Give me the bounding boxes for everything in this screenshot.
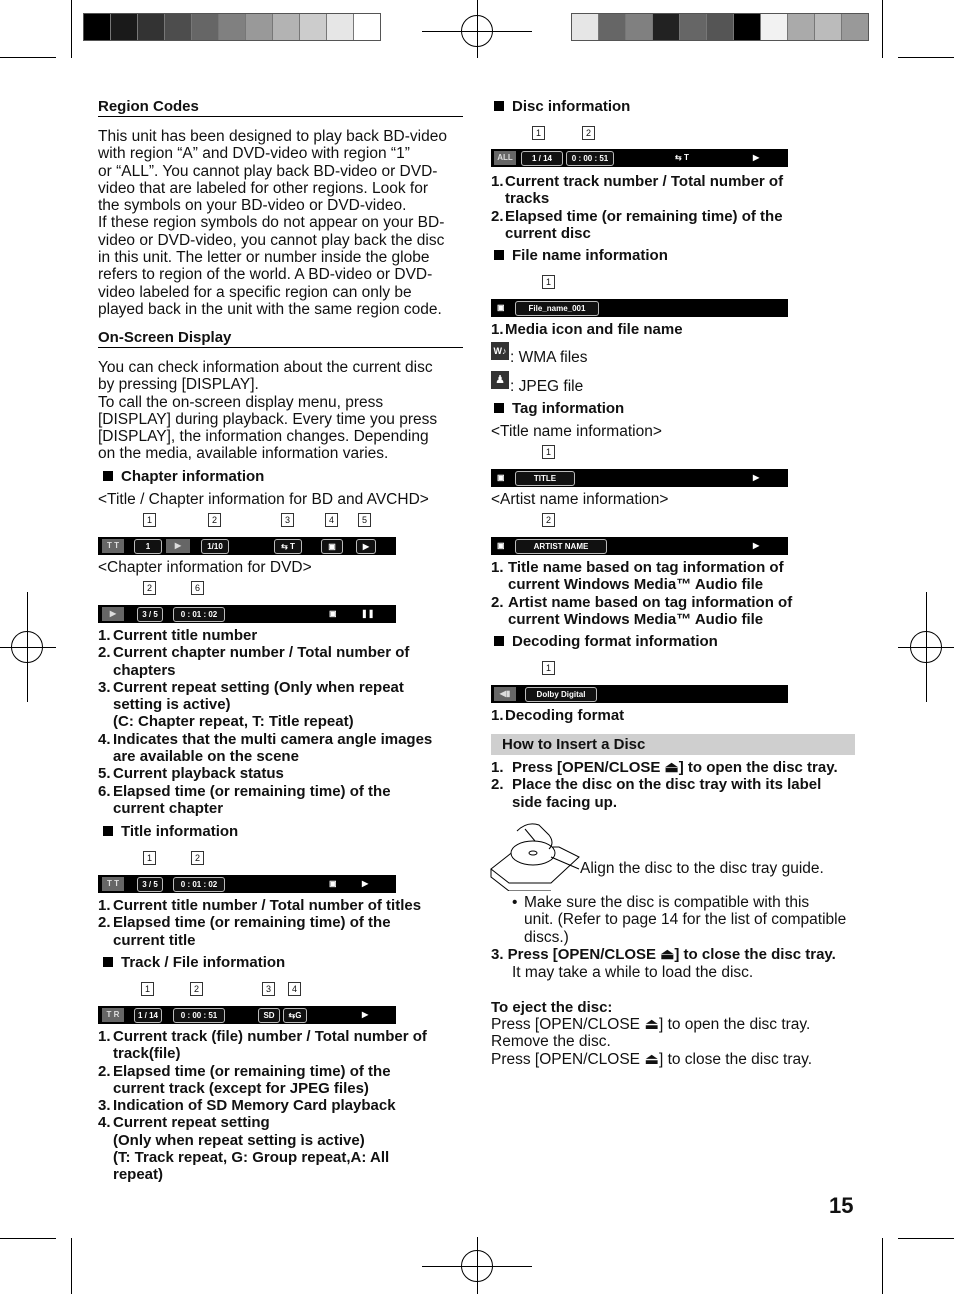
chapter-number: 3 / 5 xyxy=(137,607,163,622)
elapsed-time: 0 : 00 : 51 xyxy=(173,1008,225,1023)
chapter-bd-subheading: <Title / Chapter information for BD and AVCHD> xyxy=(98,491,429,508)
elapsed-time: 0 : 00 : 51 xyxy=(566,151,614,166)
file-name: File_name_001 xyxy=(515,301,599,316)
file-name-list: 1. Media icon and file name xyxy=(491,321,683,338)
crop-mark xyxy=(71,1238,72,1294)
track-info-list: 1. Current track (file) number / Total number of track(file) 2. Elapsed time (or remaining time) of the current track (except for JPEG files) 3. Indication of SD Memory Card playback 4. Current repeat setting (Only when repeat setting is active) (T: Track repeat, G: Group repeat,A: All repeat) xyxy=(98,1028,427,1184)
repeat-icon: ⇆G xyxy=(283,1008,307,1023)
file-name-heading: File name information xyxy=(494,247,668,264)
disc-tray-illustration xyxy=(489,817,581,891)
media-icon: ▣ xyxy=(497,303,505,312)
repeat-icon: ⇆ T xyxy=(675,153,689,162)
callout-1: 1 xyxy=(542,661,555,675)
decoding-list: 1. Decoding format xyxy=(491,707,625,724)
disc-info-heading: Disc information xyxy=(494,98,630,115)
crop-mark xyxy=(898,1238,954,1239)
callout-1: 1 xyxy=(143,513,156,527)
callout-2: 2 xyxy=(190,982,203,996)
title-info-heading: Title information xyxy=(103,823,238,840)
jpeg-icon: ♟ xyxy=(491,371,509,389)
chapter-bd-osd-bar xyxy=(98,537,396,555)
on-screen-display-text: You can check information about the current disc by pressing [DISPLAY]. To call the on-screen display menu, press [DISPLAY] during playback. Every time you press [DISPLAY], the information changes. Depending on the media, available information varies. xyxy=(98,359,438,463)
eject-instructions: Press [OPEN/CLOSE ⏏] to open the disc tray. Remove the disc. Press [OPEN/CLOSE ⏏] to close the disc tray. xyxy=(491,1016,813,1068)
crop-mark xyxy=(71,0,72,58)
chapter-dvd-subheading: <Chapter information for DVD> xyxy=(98,559,312,576)
tag-artist-subheading: <Artist name information> xyxy=(491,491,669,508)
callout-2: 2 xyxy=(542,513,555,527)
insert-steps: 1. Press [OPEN/CLOSE ⏏] to open the disc tray. 2. Place the disc on the disc tray with its label side facing up. xyxy=(491,759,838,811)
decoding-format: Dolby Digital xyxy=(525,687,597,702)
audio-icon: ◀▮ xyxy=(494,687,516,701)
repeat-icon: ⇆ T xyxy=(274,539,302,554)
region-codes-heading: Region Codes xyxy=(98,98,463,117)
on-screen-display-heading: On-Screen Display xyxy=(98,329,463,348)
elapsed-time: 0 : 01 : 02 xyxy=(173,877,225,892)
callout-2: 2 xyxy=(143,581,156,595)
pause-icon: ❚❚ xyxy=(361,609,375,618)
artist-icon: ▣ xyxy=(497,541,505,550)
registration-mark xyxy=(926,592,927,702)
chapter-info-heading: Chapter information xyxy=(103,468,264,485)
title-number: 3 / 5 xyxy=(137,877,163,892)
eject-heading: To eject the disc: xyxy=(491,999,613,1016)
disc-osd-bar xyxy=(491,149,788,167)
play-icon: ▶ xyxy=(753,153,760,162)
play-icon: ▶ xyxy=(362,879,369,888)
callout-1: 1 xyxy=(542,445,555,459)
crop-mark xyxy=(882,0,883,58)
play-icon: ▶ xyxy=(362,1010,369,1019)
callout-3: 3 xyxy=(281,513,294,527)
insert-step-3: 3. Press [OPEN/CLOSE ⏏] to close the disc tray. xyxy=(491,946,836,963)
play-icon: ▶ xyxy=(753,473,760,482)
title-indicator: T T xyxy=(102,877,124,891)
callout-1: 1 xyxy=(143,851,156,865)
crop-mark xyxy=(882,1238,883,1294)
color-bar-left xyxy=(83,13,381,41)
callout-5: 5 xyxy=(358,513,371,527)
callout-4: 4 xyxy=(325,513,338,527)
play-icon: ▶ xyxy=(753,541,760,550)
angle-icon: ▣ xyxy=(321,539,343,554)
wma-icon: W♪ xyxy=(491,342,509,360)
track-osd-bar xyxy=(98,1006,396,1024)
color-bar-right xyxy=(571,13,869,41)
page-number: 15 xyxy=(829,1193,854,1218)
callout-1: 1 xyxy=(532,126,545,140)
decoding-format-heading: Decoding format information xyxy=(494,633,718,650)
track-indicator: T R xyxy=(102,1008,124,1022)
tag-artist-osd-bar xyxy=(491,537,788,555)
chapter-icon: ▶ xyxy=(166,539,190,553)
callout-2: 2 xyxy=(582,126,595,140)
chapter-info-list: 1. Current title number 2. Current chapter number / Total number of chapters 3. Current repeat setting (Only when repeat setting is active) (C: Chapter repeat, T: Title repeat) 4. Indicates that the multi camera angle images are available on the scene 5. Current playback status 6. Elapsed time (or remaining time) of the current chapter xyxy=(98,627,433,817)
title-osd-bar xyxy=(98,875,396,893)
title-number: 1 xyxy=(134,539,162,554)
registration-mark xyxy=(477,1237,478,1294)
file-name-osd-bar xyxy=(491,299,788,317)
disc-info-list: 1. Current track number / Total number of tracks 2. Elapsed time (or remaining time) of the current disc xyxy=(491,173,784,242)
wma-label: : WMA files xyxy=(510,349,588,366)
compatibility-note: • Make sure the disc is compatible with this unit. (Refer to page 14 for the list of compatible discs.) xyxy=(512,894,847,946)
callout-1: 1 xyxy=(542,275,555,289)
tag-title-osd-bar xyxy=(491,469,788,487)
callout-1: 1 xyxy=(141,982,154,996)
sd-indicator: SD xyxy=(258,1008,280,1023)
jpeg-label: : JPEG file xyxy=(510,378,584,395)
title-icon: ▣ xyxy=(497,473,505,482)
title-info-list: 1. Current title number / Total number of titles 2. Elapsed time (or remaining time) of the current title xyxy=(98,897,422,949)
crop-mark xyxy=(0,1238,56,1239)
decoding-osd-bar xyxy=(491,685,788,703)
artist-name: ARTIST NAME xyxy=(515,539,607,554)
angle-icon: ▣ xyxy=(329,879,337,888)
track-number: 1 / 14 xyxy=(134,1008,162,1023)
elapsed-time: 0 : 01 : 02 xyxy=(173,607,225,622)
callout-2: 2 xyxy=(191,851,204,865)
registration-mark xyxy=(477,0,478,58)
insert-step-3-note: It may take a while to load the disc. xyxy=(512,964,754,981)
play-icon: ▶ xyxy=(356,539,376,554)
registration-mark xyxy=(27,592,28,702)
title-indicator: T T xyxy=(102,539,124,553)
region-codes-text: This unit has been designed to play back BD-video with region “A” and DVD-video with region “1” or “ALL”. You cannot play back BD-video or DVD- video that are labeled for other regions. Look for the symbols on your BD-video or DVD-video. If these region symbols do not appear on your BD- video or DVD-video, you cannot play back the disc in this unit. The letter or number inside the globe refers to region of the world. A BD-video or DVD- video labeled for a specific region can only be played back in the unit with the same region code. xyxy=(98,128,447,318)
tag-info-list: 1. Title name based on tag information of current Windows Media™ Audio file 2. Artist name based on tag information of current Windows Media™ Audio file xyxy=(491,559,793,628)
chapter-icon: ▶ xyxy=(102,607,124,621)
callout-4: 4 xyxy=(288,982,301,996)
chapter-dvd-osd-bar xyxy=(98,605,396,623)
angle-icon: ▣ xyxy=(329,609,337,618)
chapter-number: 1/10 xyxy=(201,539,229,554)
crop-mark xyxy=(0,57,56,58)
all-indicator: ALL xyxy=(494,151,516,165)
registration-mark xyxy=(0,647,56,648)
insert-disc-heading: How to Insert a Disc xyxy=(502,736,646,753)
crop-mark xyxy=(898,57,954,58)
tag-title-subheading: <Title name information> xyxy=(491,423,662,440)
track-number: 1 / 14 xyxy=(521,151,563,166)
track-info-heading: Track / File information xyxy=(103,954,285,971)
callout-3: 3 xyxy=(262,982,275,996)
title-name: TITLE xyxy=(515,471,575,486)
callout-6: 6 xyxy=(191,581,204,595)
tag-info-heading: Tag information xyxy=(494,400,624,417)
align-caption: Align the disc to the disc tray guide. xyxy=(580,860,824,877)
callout-2: 2 xyxy=(208,513,221,527)
